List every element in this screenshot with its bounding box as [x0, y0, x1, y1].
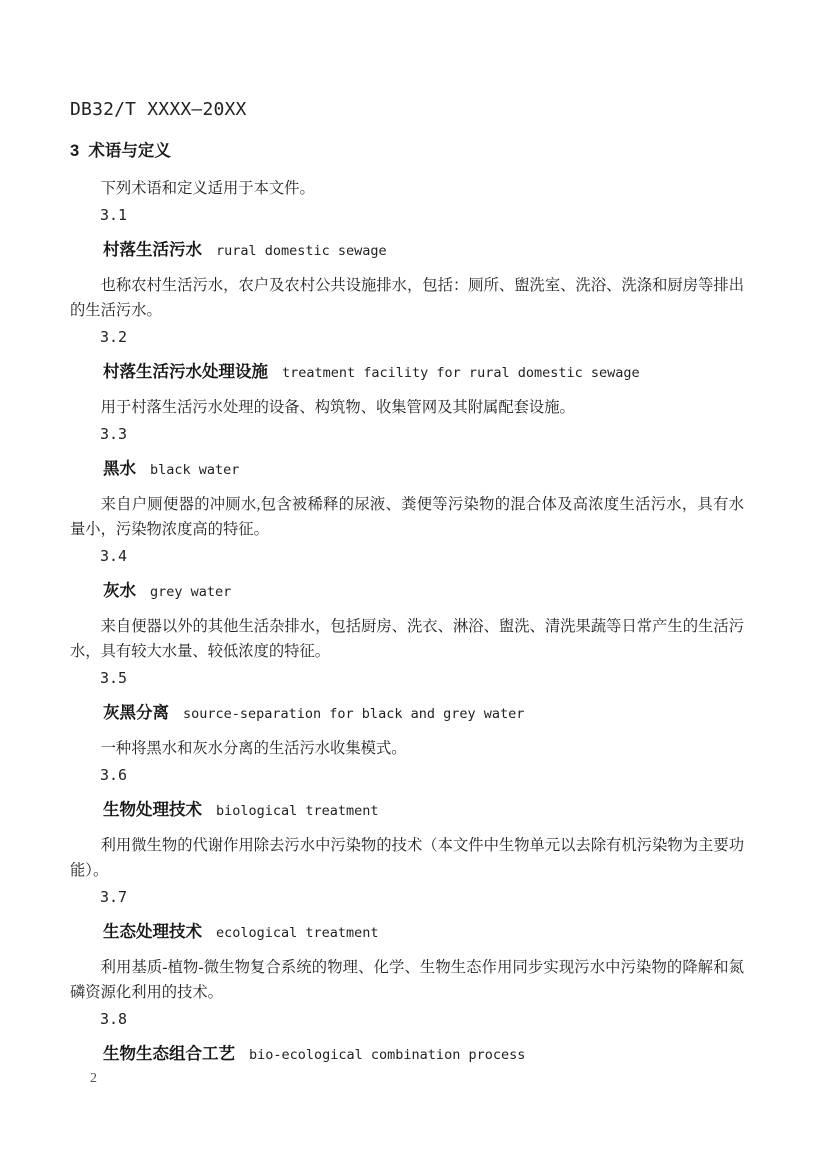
term-section	[70, 203, 744, 323]
term-section	[70, 1007, 744, 1068]
term-section	[70, 325, 744, 420]
term-name-en: treatment facility for rural domestic sewage	[282, 365, 640, 381]
term-name-zh: 灰黑分离	[103, 704, 169, 722]
document-code-header: DB32/T XXXX—20XX	[70, 99, 247, 120]
term-definition: 来自户厕便器的冲厕水,包含被稀释的尿液、粪便等污染物的混合体及高浓度生活污水，具有水量小，污染物浓度高的特征。	[70, 496, 744, 538]
term-name-zh: 灰水	[103, 582, 136, 600]
term-definition: 利用基质-植物-微生物复合系统的物理、化学、生物生态作用同步实现污水中污染物的降解和氮磷资源化利用的技术。	[70, 959, 744, 1001]
term-name-en: black water	[150, 462, 240, 478]
term-number: 3.5	[100, 669, 128, 687]
term-name-en: rural domestic sewage	[216, 243, 387, 259]
term-name-zh: 生物处理技术	[103, 801, 202, 819]
term-section	[70, 763, 744, 883]
term-definition: 也称农村生活污水，农户及农村公共设施排水，包括：厕所、盥洗室、洗浴、洗涤和厨房等排出的生活污水。	[70, 277, 744, 319]
term-name	[70, 1041, 744, 1068]
term-section	[70, 666, 744, 761]
term-name	[70, 359, 744, 386]
term-number: 3.3	[100, 425, 128, 443]
term-definition: 来自便器以外的其他生活杂排水，包括厨房、洗衣、淋浴、盥洗、清洗果蔬等日常产生的生活污水，具有较大水量、较低浓度的特征。	[70, 618, 744, 660]
term-name-zh: 村落生活污水	[103, 241, 202, 259]
term-name	[70, 797, 744, 824]
term-name-zh: 村落生活污水处理设施	[103, 363, 268, 381]
term-number: 3.2	[100, 328, 128, 346]
term-name	[70, 919, 744, 946]
term-number: 3.7	[100, 888, 128, 906]
term-definition: 利用微生物的代谢作用除去污水中污染物的技术（本文件中生物单元以去除有机污染物为主要功能）。	[70, 837, 744, 879]
term-name-en: grey water	[150, 584, 232, 600]
term-definition: 一种将黑水和灰水分离的生活污水收集模式。	[100, 740, 407, 757]
page-number: 2	[90, 1071, 97, 1086]
term-name-zh: 生物生态组合工艺	[103, 1045, 235, 1063]
term-name-en: ecological treatment	[216, 925, 379, 941]
term-name-zh: 黑水	[103, 460, 136, 478]
term-definition: 用于村落生活污水处理的设备、构筑物、收集管网及其附属配套设施。	[100, 399, 575, 416]
term-name	[70, 578, 744, 605]
term-section	[70, 544, 744, 664]
term-number: 3.8	[100, 1010, 128, 1028]
term-section	[70, 422, 744, 542]
terms-list	[70, 203, 744, 1068]
intro-paragraph: 下列术语和定义适用于本文件。	[100, 180, 315, 197]
term-name	[70, 456, 744, 483]
term-name	[70, 237, 744, 264]
term-name-en: source-separation for black and grey water	[183, 706, 525, 722]
term-number: 3.4	[100, 547, 128, 565]
term-number: 3.6	[100, 766, 128, 784]
term-name-en: bio-ecological combination process	[249, 1047, 526, 1063]
term-name-en: biological treatment	[216, 803, 379, 819]
clause-heading: 3 术语与定义	[70, 142, 171, 160]
term-name-zh: 生态处理技术	[103, 923, 202, 941]
term-section	[70, 885, 744, 1005]
term-name	[70, 700, 744, 727]
term-number: 3.1	[100, 206, 128, 224]
